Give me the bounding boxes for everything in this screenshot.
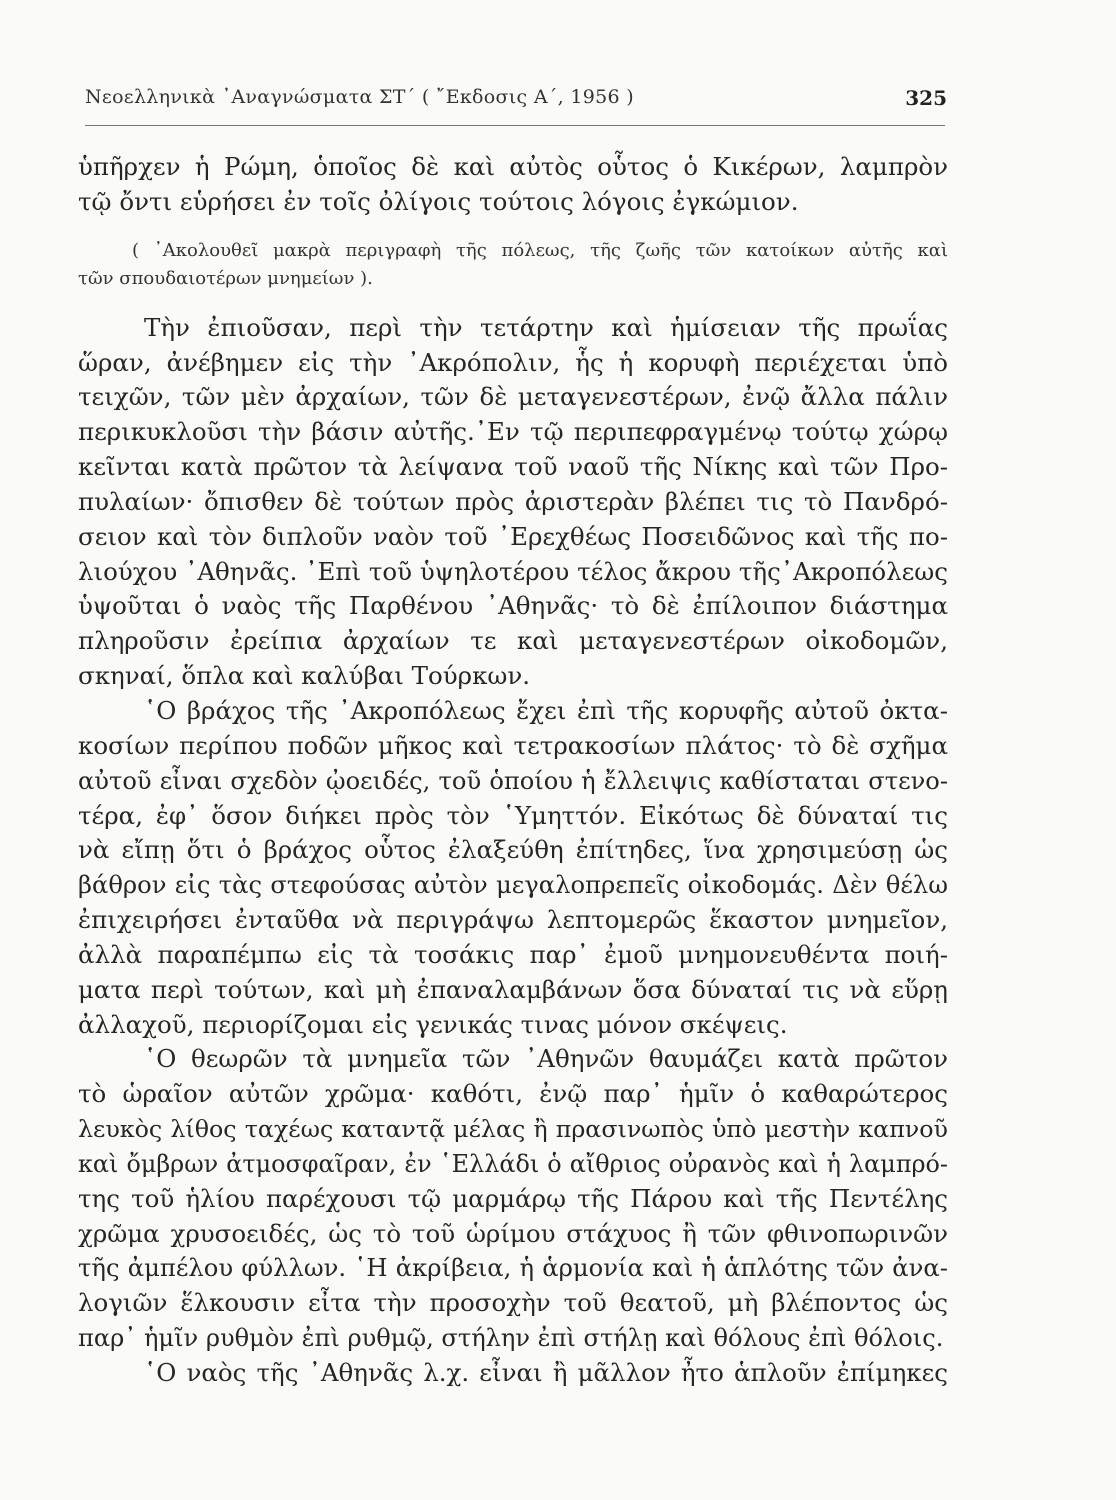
text-line: ῾Ο ναὸς τῆς ᾿Αθηνᾶς λ.χ. εἶναι ἢ μᾶλλον ἦτο ἁπλοῦν ἐπίμηκες (144, 1358, 948, 1387)
text-line: περικυκλοῦσι τὴν βάσιν αὐτῆς.᾿Εν τῷ περιπεφραγμένῳ τούτῳ χώρῳ (78, 417, 948, 447)
paragraph-acropolis-ascent (78, 311, 948, 694)
text-line: λευκὸς λίθος ταχέως καταντᾷ μέλας ἢ πρασινωπὸς ὑπὸ μεστὴν καπνοῦ (78, 1115, 948, 1144)
running-title: Νεοελληνικὰ ᾿Αναγνώσματα ΣΤ´ ( ῎Εκδοσις Α´, 1956 ) (85, 86, 634, 108)
text-line: παρ᾿ ἡμῖν ρυθμὸν ἐπὶ ρυθμῷ, στήλην ἐπὶ στήλῃ καὶ θόλους ἐπὶ θόλοις. (78, 1324, 944, 1353)
running-head (85, 80, 947, 120)
text-line: ῾Ο θεωρῶν τὰ μνημεῖα τῶν ᾿Αθηνῶν θαυμάζει κατὰ πρῶτον (144, 1044, 948, 1074)
body-text (78, 150, 948, 1391)
text-line: ἀλλὰ παραπέμπω εἰς τὰ τοσάκις παρ᾿ ἐμοῦ μνημονευθέντα ποιή- (78, 939, 948, 969)
text-line: τέρα, ἐφ᾿ ὅσον διήκει πρὸς τὸν ῾Υμηττόν. Εἰκότως δὲ δύναταί τις (78, 800, 948, 830)
text-line: κεῖνται κατὰ πρῶτον τὰ λείψανα τοῦ ναοῦ τῆς Νίκης καὶ τῶν Προ- (78, 452, 948, 482)
text-line: ἀλλαχοῦ, περιορίζομαι εἰς γενικάς τινας μόνον σκέψεις. (78, 1009, 788, 1039)
text-line: πληροῦσιν ἐρείπια ἀρχαίων τε καὶ μεταγενεστέρων οἰκοδομῶν, (78, 626, 948, 656)
text-line: τῆς ἀμπέλου φύλλων. ῾Η ἀκρίβεια, ἡ ἁρμονία καὶ ἡ ἁπλότης τῶν ἀνα- (78, 1253, 948, 1283)
text-line: ὑπῆρχεν ἡ Ρώμη, ὁποῖος δὲ καὶ αὐτὸς οὗτος ὁ Κικέρων, λαμπρὸν (78, 152, 948, 181)
text-line: αὐτοῦ εἶναι σχεδὸν ᾠοειδές, τοῦ ὁποίου ἡ ἔλλειψις καθίσταται στενο- (78, 766, 948, 795)
text-line: ὑψοῦται ὁ ναὸς τῆς Παρθένου ᾿Αθηνᾶς· τὸ δὲ ἐπίλοιπον διάστημα (78, 591, 948, 621)
text-line: λιούχου ᾿Αθηνᾶς. ᾿Επὶ τοῦ ὑψηλοτέρου τέλος ἄκρου τῆς᾿Ακροπόλεως (78, 556, 948, 586)
text-line: χρῶμα χρυσοειδές, ὡς τὸ τοῦ ὡρίμου στάχυος ἢ τῶν φθινοπωρινῶν (78, 1218, 948, 1248)
text-line: κοσίων περίπου ποδῶν μῆκος καὶ τετρακοσίων πλάτος· τὸ δὲ σχῆμα (78, 730, 948, 760)
text-line: βάθρον εἰς τὰς στεφούσας αὐτὸν μεγαλοπρεπεῖς οἰκοδομάς. Δὲν θέλω (78, 871, 948, 900)
text-line: τῷ ὄντι εὑρήσει ἐν τοῖς ὀλίγοις τούτοις λόγοις ἐγκώμιον. (78, 186, 799, 216)
text-line: τειχῶν, τῶν μὲν ἀρχαίων, τῶν δὲ μεταγενεστέρων, ἐνῷ ἄλλα πάλιν (78, 382, 948, 412)
header-rule (85, 125, 945, 126)
text-line: τὸ ὡραῖον αὐτῶν χρῶμα· καθότι, ἐνῷ παρ᾿ ἡμῖν ὁ καθαρώτερος (78, 1079, 948, 1109)
opening-continuation (78, 150, 948, 220)
text-line: ὥραν, ἀνέβημεν εἰς τὴν ᾿Ακρόπολιν, ἧς ἡ κορυφὴ περιέχεται ὑπὸ (78, 347, 948, 377)
text-line: νὰ εἴπῃ ὅτι ὁ βράχος οὗτος ἐλαξεύθη ἐπίτηδες, ἵνα χρησιμεύσῃ ὡς (78, 835, 948, 865)
note-line: τῶν σπουδαιοτέρων μνημείων ). (78, 267, 373, 289)
text-line: σκηναί, ὅπλα καὶ καλύβαι Τούρκων. (78, 661, 531, 691)
text-line: σειον καὶ τὸν διπλοῦν ναὸν τοῦ ᾿Ερεχθέως Ποσειδῶνος καὶ τῆς πο- (78, 521, 948, 551)
text-line: Τὴν ἐπιοῦσαν, περὶ τὴν τετάρτην καὶ ἡμίσειαν τῆς πρωΐας (144, 312, 948, 342)
paragraph-athena-temple (78, 1356, 948, 1391)
text-line: καὶ ὄμβρων ἀτμοσφαῖραν, ἐν ῾Ελλάδι ὁ αἴθριος οὐρανὸς καὶ ἡ λαμπρό- (78, 1149, 948, 1178)
text-line: πυλαίων· ὄπισθεν δὲ τούτων πρὸς ἀριστερὰν βλέπει τις τὸ Πανδρό- (78, 486, 948, 516)
editorial-note (78, 237, 948, 293)
text-line: ῾Ο βράχος τῆς ᾿Ακροπόλεως ἔχει ἐπὶ τῆς κορυφῆς αὐτοῦ ὀκτα- (144, 695, 948, 725)
paragraph-monument-color (78, 1042, 948, 1356)
text-line: της τοῦ ἡλίου παρέχουσι τῷ μαρμάρῳ τῆς Πάρου καὶ τῆς Πεντέλης (78, 1183, 948, 1213)
text-line: ἐπιχειρήσει ἐνταῦθα νὰ περιγράψω λεπτομερῶς ἕκαστον μνημεῖον, (78, 905, 948, 935)
page-number: 325 (905, 86, 947, 110)
paragraph-rock-shape (78, 694, 948, 1042)
note-line: ( ᾿Ακολουθεῖ μακρὰ περιγραφὴ τῆς πόλεως, τῆς ζωῆς τῶν κατοίκων αὐτῆς καὶ (132, 239, 948, 261)
text-line: λογιῶν ἕλκουσιν εἶτα τὴν προσοχὴν τοῦ θεατοῦ, μὴ βλέποντος ὡς (78, 1288, 948, 1318)
text-line: ματα περὶ τούτων, καὶ μὴ ἐπαναλαμβάνων ὅσα δύναταί τις νὰ εὕρῃ (78, 974, 948, 1004)
